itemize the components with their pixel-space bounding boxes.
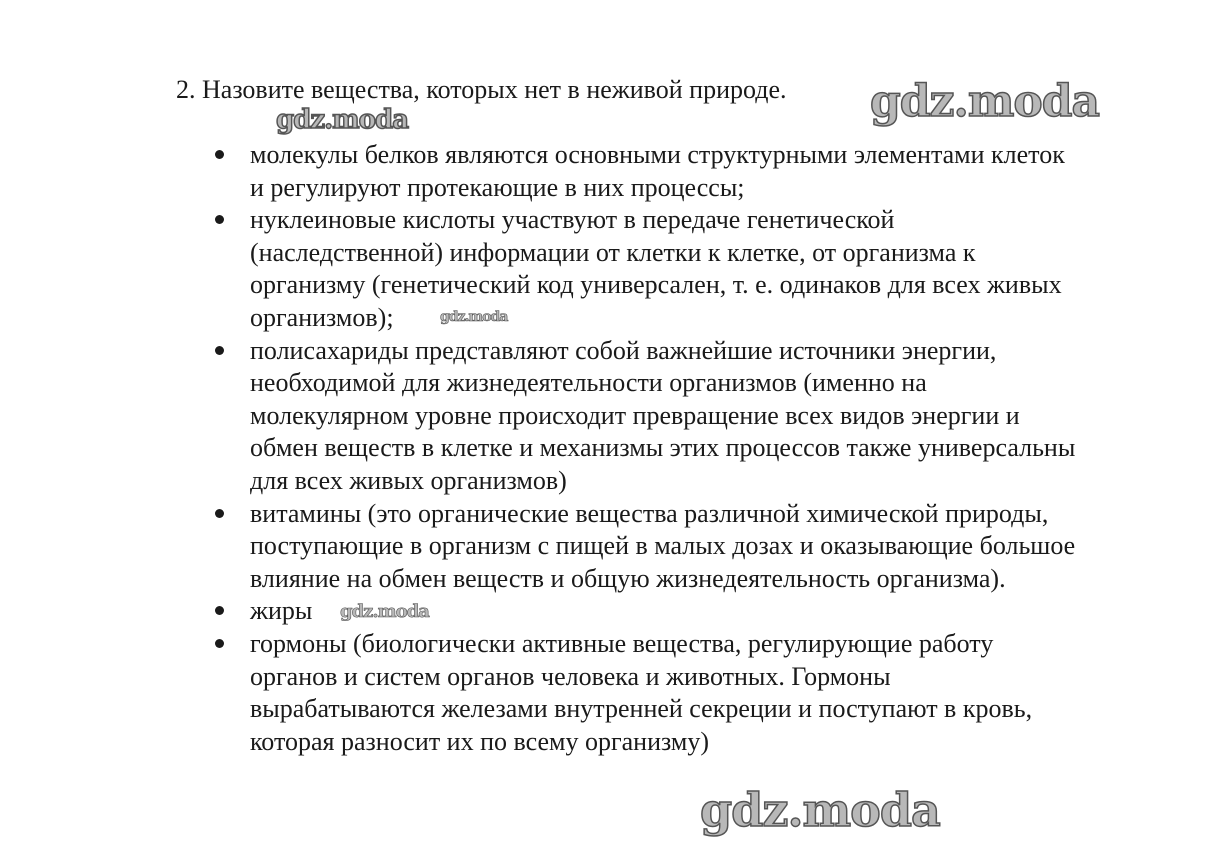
- watermark-logo: gdz.moda: [276, 105, 409, 135]
- list-item-line: которая разносит их по всему организму): [250, 726, 710, 756]
- bullet-icon: [215, 346, 224, 355]
- list-item-line: (наследственной) информации от клетки к клетке, от организма к: [250, 237, 976, 267]
- list-item-line: необходимой для жизнедеятельности организмов (именно на: [250, 368, 927, 398]
- watermark-logo: gdz.moda: [700, 783, 940, 837]
- bullet-icon: [215, 606, 224, 615]
- list-item-line: витамины (это органические вещества различной химической природы,: [250, 498, 1049, 528]
- list-item-line: вырабатываются железами внутренней секреции и поступают в кровь,: [250, 694, 1033, 724]
- list-item-line: молекулярном уровне происходит превращение всех видов энергии и: [250, 400, 1020, 430]
- list-item-line: гормоны (биологически активные вещества, регулирующие работу: [250, 629, 994, 658]
- list-item-line: для всех живых организмов): [250, 466, 567, 495]
- list-item-line: полисахариды представляют собой важнейшие источники энергии,: [250, 335, 997, 365]
- bullet-icon: [215, 215, 224, 224]
- list-item-line: организмов);: [250, 303, 394, 332]
- bullet-icon: [215, 150, 224, 159]
- watermark-logo: gdz.moda: [340, 601, 429, 622]
- list-item-line: нуклеиновые кислоты участвуют в передаче генетической: [250, 205, 895, 235]
- bullet-icon: [215, 639, 224, 648]
- question-title: 2. Назовите вещества, которых нет в неживой природе.: [176, 75, 787, 104]
- watermark-logo: gdz.moda: [870, 76, 1100, 127]
- list-item-line: поступающие в организм с пищей в малых дозах и оказывающие большое: [250, 531, 1076, 561]
- list-item-line: обмен веществ в клетке и механизмы этих процессов также универсальны: [250, 433, 1076, 463]
- list-item-line: молекулы белков являются основными структурными элементами клеток: [250, 140, 1065, 169]
- bullet-icon: [215, 509, 224, 518]
- list-item-line: организму (генетический код универсален, т. е. одинаков для всех живых: [250, 270, 1062, 300]
- list-item-line: жиры: [250, 596, 313, 626]
- watermark-logo: gdz.moda: [440, 309, 508, 325]
- list-item-line: органов и систем органов человека и животных. Гормоны: [250, 661, 891, 691]
- list-item-line: и регулируют протекающие в них процессы;: [250, 172, 745, 202]
- list-item-line: влияние на обмен веществ и общую жизнедеятельность организма).: [250, 563, 1006, 593]
